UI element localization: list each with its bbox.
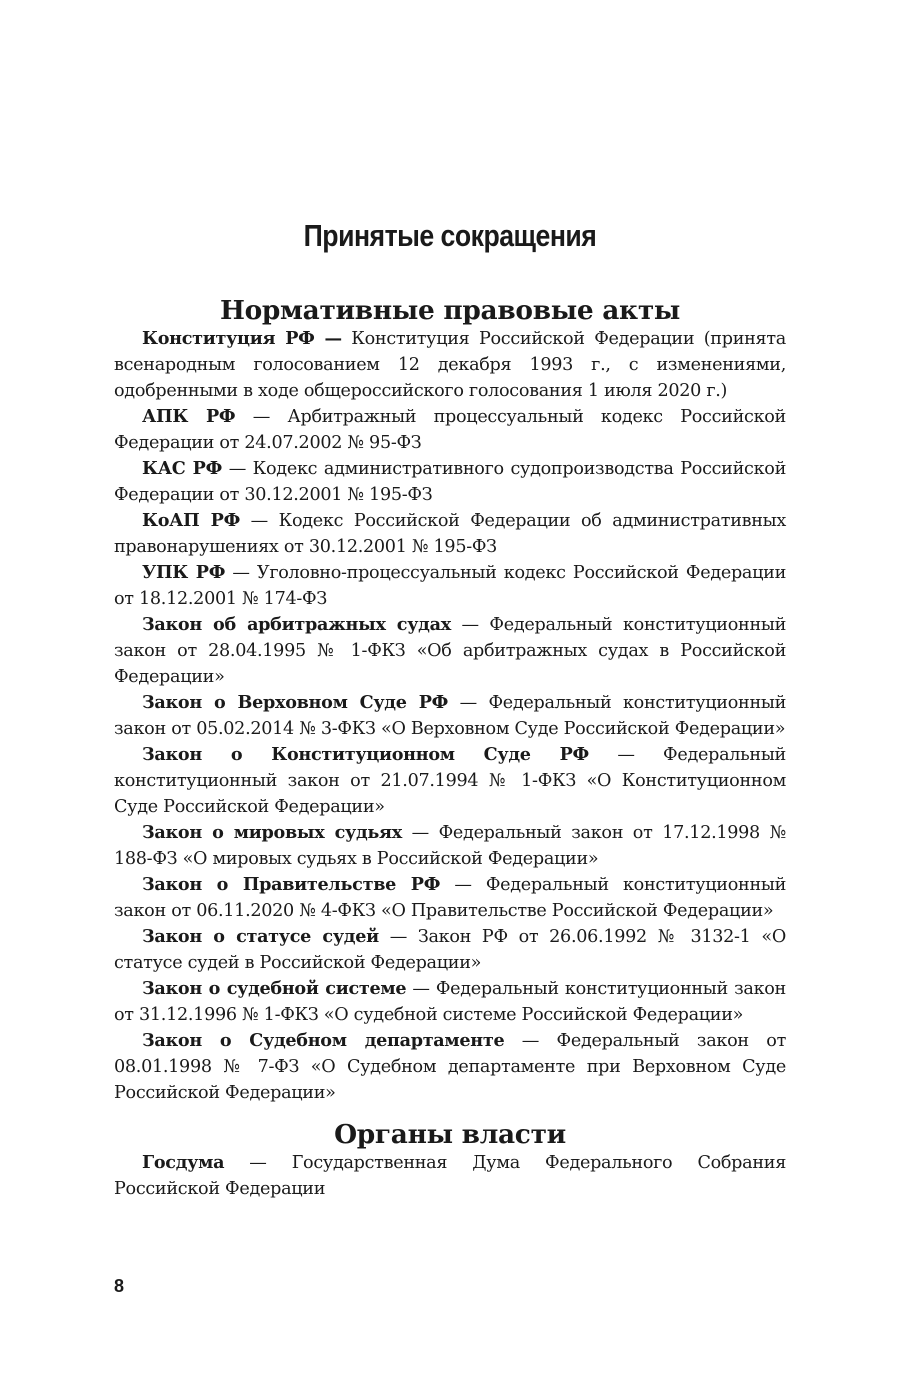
entry-definition: — Федеральный конституционный закон от 05.02.2014 № 3-ФКЗ «О Верховном Суде Российской Федерации» (114, 693, 787, 739)
entry-apk (114, 404, 786, 456)
entry-kas (114, 456, 786, 508)
entry-gosduma (114, 1150, 786, 1202)
entry-term: КоАП РФ (142, 510, 241, 531)
entry-term: Закон о мировых судьях (142, 822, 402, 843)
entry-term: Закон о статусе судей (142, 926, 379, 947)
entry-definition: — Федеральный конституционный закон от 06.11.2020 № 4-ФКЗ «О Правительстве Российской Федерации» (114, 875, 786, 921)
entry-term: АПК РФ (142, 406, 236, 427)
section-heading-normative-acts: Нормативные правовые акты (219, 295, 681, 326)
entry-upk (114, 560, 786, 612)
abbreviations-list (114, 296, 786, 1202)
section-heading-authorities: Органы власти (334, 1119, 566, 1150)
entry-konstitutsiya (114, 326, 786, 404)
entry-term: Закон об арбитражных судах (142, 614, 451, 635)
entry-definition: Конституция Российской Федерации (принята всенародным голосованием 12 декабря 1993 г., с изменениями, одобренными в ходе общероссийского голосования 1 июля 2020 г.) (114, 329, 786, 401)
entry-judicial-system-law (114, 976, 786, 1028)
entry-term: Закон о Конституционном Суде РФ (142, 744, 589, 765)
entry-definition: — Кодекс административного судопроизводства Российской Федерации от 30.12.2001 № 195-ФЗ (114, 459, 786, 505)
entry-term: Госдума (142, 1152, 225, 1173)
page-number: 8 (114, 1276, 125, 1296)
entry-term: Закон о Верховном Суде РФ (142, 692, 449, 713)
entry-judicial-department-law (114, 1028, 786, 1106)
page-title: Принятые сокращения (303, 218, 597, 253)
entry-supreme-court-law (114, 690, 786, 742)
entry-definition: — Федеральный закон от 17.12.1998 № 188-ФЗ «О мировых судьях в Российской Федерации» (114, 823, 786, 869)
entry-term: Конституция РФ — (142, 328, 342, 349)
entry-magistrates-law (114, 820, 786, 872)
entry-government-law (114, 872, 786, 924)
entry-term: УПК РФ (142, 562, 226, 583)
entry-definition: — Арбитражный процессуальный кодекс Российской Федерации от 24.07.2002 № 95-ФЗ (114, 407, 786, 453)
entry-koap (114, 508, 786, 560)
entry-definition: — Федеральный конституционный закон от 28.04.1995 № 1-ФКЗ «Об арбитражных судах в Российской Федерации» (114, 615, 786, 687)
entry-definition: — Уголовно-процессуальный кодекс Российской Федерации от 18.12.2001 № 174-ФЗ (114, 563, 786, 609)
entry-definition: — Государственная Дума Федерального Собрания Российской Федерации (114, 1153, 786, 1199)
entry-definition: — Федеральный закон от 08.01.1998 № 7-ФЗ «О Судебном департаменте при Верховном Суде Российской Федерации» (114, 1031, 786, 1103)
entry-term: Закон о Судебном департаменте (142, 1030, 505, 1051)
entry-term: Закон о судебной системе (142, 978, 407, 999)
entry-constitutional-court-law (114, 742, 786, 820)
entry-judges-status-law (114, 924, 786, 976)
entry-term: КАС РФ (142, 458, 222, 479)
entry-arbitration-courts-law (114, 612, 786, 690)
entry-definition: — Кодекс Российской Федерации об административных правонарушениях от 30.12.2001 № 195-ФЗ (114, 511, 786, 557)
entry-definition: — Закон РФ от 26.06.1992 № 3132-1 «О статусе судей в Российской Федерации» (114, 927, 786, 973)
entry-term: Закон о Правительстве РФ (142, 874, 441, 895)
entry-definition: — Федеральный конституционный закон от 31.12.1996 № 1-ФКЗ «О судебной системе Российской Федерации» (114, 979, 786, 1025)
entry-definition: — Федеральный конституционный закон от 21.07.1994 № 1-ФКЗ «О Конституционном Суде Российской Федерации» (114, 745, 786, 817)
